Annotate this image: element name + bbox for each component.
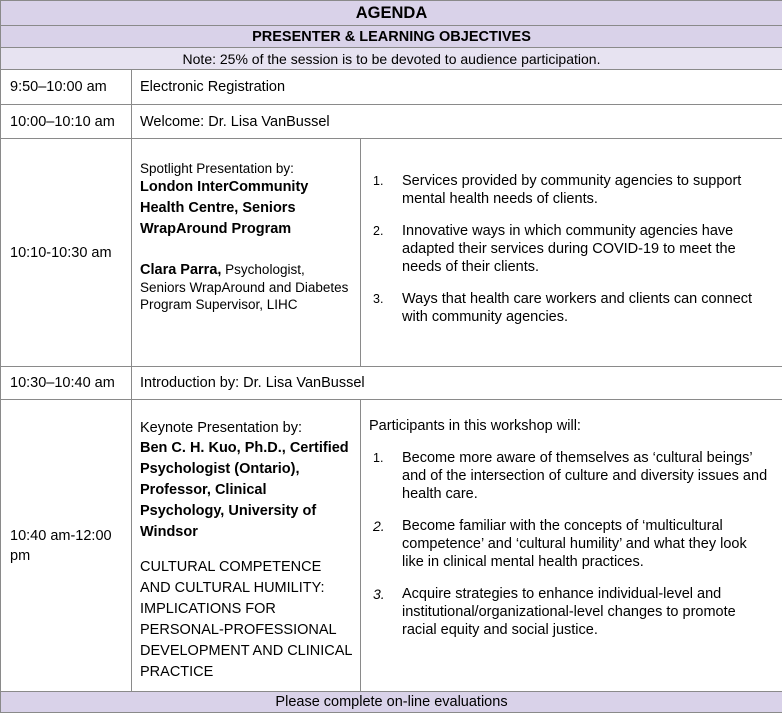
- time-cell: 9:50–10:00 am: [1, 70, 132, 105]
- organization-name: London InterCommunity Health Centre, Seniors WrapAround Program: [140, 179, 309, 237]
- presenter-cell: [132, 400, 361, 692]
- table-row: [1, 70, 782, 105]
- objectives-cell: [361, 139, 782, 367]
- presenter-name: Clara Parra,: [140, 262, 222, 278]
- table-row: [1, 367, 782, 400]
- presenter-role: Psychologist, Seniors WrapAround and Diabetes Program Supervisor, LIHC: [140, 262, 349, 312]
- list-item: 1. Become more aware of themselves as ‘cultural beings’ and of the intersection of culture and diversity issues and health care.: [373, 450, 768, 502]
- presenter-name: Ben C. H. Kuo, Ph.D., Certified Psychologist (Ontario), Professor, Clinical Psychology, University of Windsor: [140, 440, 349, 540]
- session-cell: Welcome: Dr. Lisa VanBussel: [132, 105, 782, 139]
- list-item: 3. Acquire strategies to enhance individual-level and institutional/organizational-level changes to promote racial equity and social justice.: [373, 586, 736, 638]
- objectives-list: [369, 449, 772, 639]
- table-row: [1, 139, 782, 367]
- session-cell: Electronic Registration: [132, 70, 782, 105]
- list-item: 3. Ways that health care workers and clients can connect with community agencies.: [373, 291, 753, 325]
- agenda-title: AGENDA: [1, 1, 782, 26]
- presenter-info: [140, 261, 352, 313]
- table-row: [1, 400, 782, 692]
- presenter-cell: [132, 139, 361, 367]
- time-cell: 10:40 am-12:00 pm: [1, 400, 132, 692]
- list-item: 2. Become familiar with the concepts of ‘multicultural competence’ and ‘cultural humility’ and what they look like in clinical mental health practices.: [373, 518, 747, 570]
- objectives-list: [369, 172, 772, 326]
- presentation-type: Spotlight Presentation by:: [140, 161, 294, 176]
- time-cell: 10:00–10:10 am: [1, 105, 132, 139]
- session-cell: Introduction by: Dr. Lisa VanBussel: [132, 367, 782, 400]
- table-row: [1, 105, 782, 139]
- presentation-type: Keynote Presentation by:: [140, 420, 303, 436]
- list-item: 2. Innovative ways in which community agencies have adapted their services during COVID-19 to meet the needs of their clients.: [373, 223, 736, 275]
- list-item: 1. Services provided by community agencies to support mental health needs of clients.: [373, 173, 742, 207]
- objectives-cell: [361, 400, 782, 692]
- participation-note: Note: 25% of the session is to be devoted to audience participation.: [1, 48, 782, 70]
- agenda-subtitle: PRESENTER & LEARNING OBJECTIVES: [1, 26, 782, 48]
- evaluation-footer: Please complete on-line evaluations: [1, 692, 782, 713]
- session-title: CULTURAL COMPETENCE AND CULTURAL HUMILITY: IMPLICATIONS FOR PERSONAL-PROFESSIONAL DEVELOPMENT AND CLINICAL PRACTICE: [140, 559, 352, 680]
- objectives-intro: Participants in this workshop will:: [369, 418, 581, 434]
- time-cell: 10:30–10:40 am: [1, 367, 132, 400]
- time-cell: 10:10-10:30 am: [1, 139, 132, 367]
